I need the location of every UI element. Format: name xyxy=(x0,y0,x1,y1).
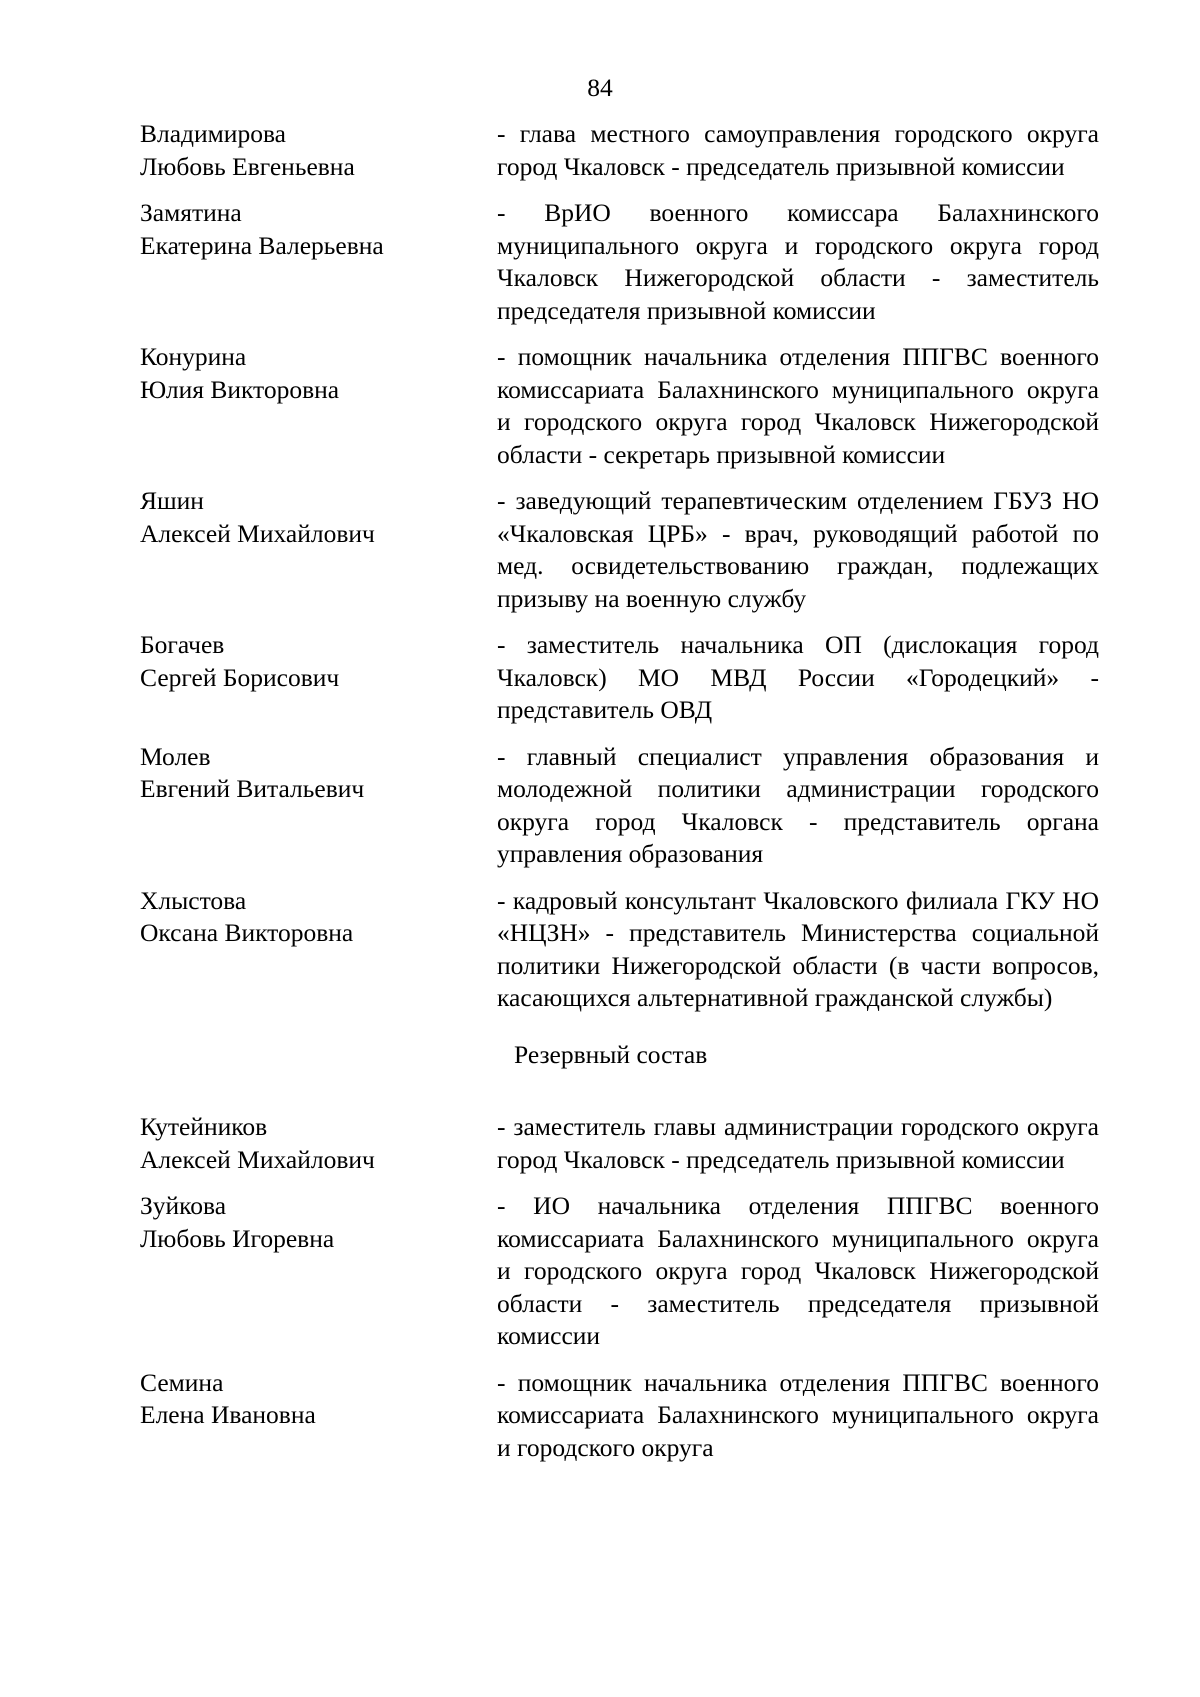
member-name xyxy=(140,741,497,871)
member-name xyxy=(140,629,497,727)
member-name xyxy=(140,197,497,327)
reserve-member-entry xyxy=(140,1111,1100,1176)
member-given-names: Юлия Викторовна xyxy=(140,374,340,404)
member-given-names: Елена Ивановна xyxy=(140,1400,316,1429)
page-number: 84 xyxy=(587,73,613,102)
reserve-member-entry xyxy=(140,1367,1100,1465)
member-entry xyxy=(140,341,1100,471)
member-given-names: Сергей Борисович xyxy=(140,662,340,692)
member-name xyxy=(140,1111,497,1176)
member-entry xyxy=(140,885,1100,1015)
member-given-names: Екатерина Валерьевна xyxy=(140,230,384,260)
member-given-names: Алексей Михайлович xyxy=(140,518,375,548)
member-given-names: Оксана Викторовна xyxy=(140,918,354,947)
member-surname: Семина xyxy=(140,1367,224,1397)
commission-members-list xyxy=(140,118,1100,1478)
member-name xyxy=(140,341,497,471)
member-surname: Зуйкова xyxy=(140,1191,227,1220)
member-role: - главный специалист управления образования и молодежной политики администрации городского округа город Чкаловск - представитель органа управления образования xyxy=(497,741,1099,868)
member-surname: Хлыстова xyxy=(140,885,247,915)
member-role: - ВрИО военного комиссара Балахнинского муниципального округа и городского округа город Чкаловск Нижегородской области - заместитель председателя призывной комиссии xyxy=(497,198,1099,325)
member-surname: Яшин xyxy=(140,486,204,515)
member-role: - кадровый консультант Чкаловского филиала ГКУ НО «НЦЗН» - представитель Министерства социальной политики Нижегородской области (в части вопросов, касающихся альтернативной гражданской службы) xyxy=(497,885,1099,1012)
member-given-names: Алексей Михайлович xyxy=(140,1144,375,1174)
member-given-names: Любовь Евгеньевна xyxy=(140,151,355,181)
member-name xyxy=(140,885,497,1015)
member-surname: Богачев xyxy=(140,630,225,659)
member-entry xyxy=(140,741,1100,871)
member-role: - заместитель начальника ОП (дислокация город Чкаловск) МО МВД России «Городецкий» - представитель ОВД xyxy=(497,630,1099,724)
member-entry xyxy=(140,629,1100,727)
member-entry xyxy=(140,118,1100,183)
member-surname: Конурина xyxy=(140,342,247,371)
member-role: - заместитель главы администрации городского округа город Чкаловск - председатель призывной комиссии xyxy=(497,1112,1099,1174)
member-given-names: Любовь Игоревна xyxy=(140,1223,335,1253)
member-surname: Замятина xyxy=(140,198,242,227)
member-given-names: Евгений Витальевич xyxy=(140,774,365,803)
member-entry xyxy=(140,197,1100,327)
reserve-member-entry xyxy=(140,1190,1100,1353)
member-role: - глава местного самоуправления городского округа город Чкаловск - председатель призывной комиссии xyxy=(497,119,1099,181)
member-role: - ИО начальника отделения ППГВС военного комиссариата Балахнинского муниципального округа и городского округа город Чкаловск Нижегородской области - заместитель председателя призывной комиссии xyxy=(497,1191,1099,1350)
member-surname: Кутейников xyxy=(140,1112,268,1141)
member-name xyxy=(140,1190,497,1353)
member-name xyxy=(140,485,497,615)
member-surname: Молев xyxy=(140,741,211,771)
member-name xyxy=(140,1367,497,1465)
reserve-section-heading: Резервный состав xyxy=(514,1039,708,1069)
member-role: - заведующий терапевтическим отделением ГБУЗ НО «Чкаловская ЦРБ» - врач, руководящий работой по мед. освидетельствованию граждан, подлежащих призыву на военную службу xyxy=(497,486,1099,613)
member-entry xyxy=(140,485,1100,615)
member-role: - помощник начальника отделения ППГВС военного комиссариата Балахнинского муниципального округа и городского округа город Чкаловск Нижегородской области - секретарь призывной комиссии xyxy=(497,342,1099,469)
member-role: - помощник начальника отделения ППГВС военного комиссариата Балахнинского муниципального округа и городского округа xyxy=(497,1367,1099,1462)
member-surname: Владимирова xyxy=(140,119,286,148)
member-name xyxy=(140,118,497,183)
